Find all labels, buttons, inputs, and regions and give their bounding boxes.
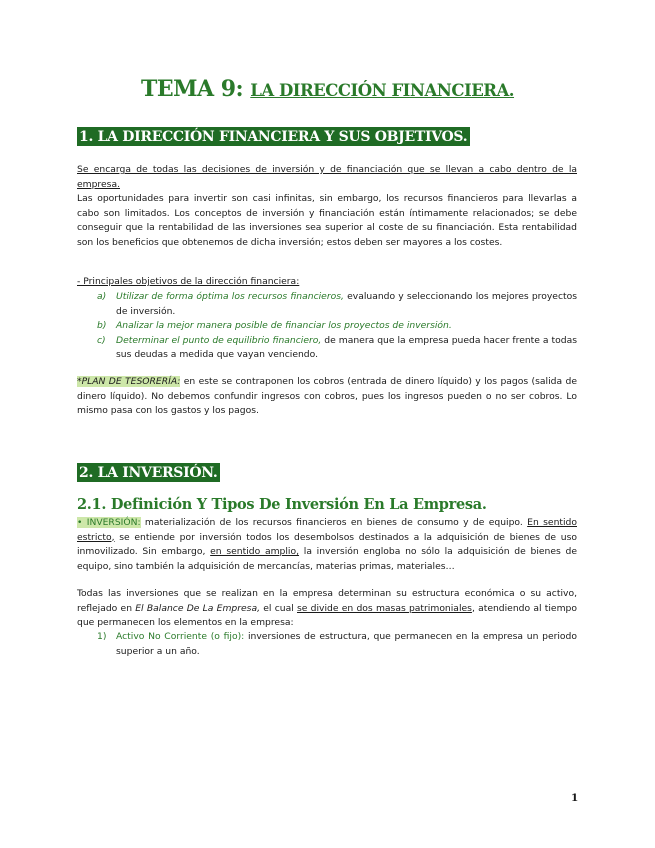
page-title — [0, 76, 655, 102]
objectives-list — [77, 290, 577, 363]
list-item — [77, 319, 577, 334]
objectives-label-text: - Principales objetivos de la dirección financiera: — [77, 276, 300, 287]
inv-text-1: materialización de los recursos financieros en bienes de consumo y de equipo. — [140, 517, 528, 528]
title-subtitle: LA DIRECCIÓN FINANCIERA. — [250, 81, 515, 100]
list-text: de manera que la empresa pueda hacer frente a todas sus deudas a medida que vayan venciendo. — [116, 334, 577, 360]
assets-underlined: se divide en dos masas patrimoniales — [297, 602, 472, 614]
list-marker: 1) — [97, 631, 107, 642]
assets-list — [77, 630, 577, 659]
assets-text-2: el cual — [260, 602, 297, 614]
intro-body: Las oportunidades para invertir son casi infinitas, sin embargo, los recursos financieros para llevarlas a cabo son limitados. Los conceptos de inversión y financiación están íntimamente relacionados; se debe conseguir que la rentabilidad de las inversiones sea superior al coste de su financiación. Esta rentabilidad son los beneficios que obtenemos de dicha inversión; estos deben ser mayores a los costes. — [77, 193, 577, 248]
section-2-heading: 2. LA INVERSIÓN. — [77, 463, 220, 482]
list-label: Activo No Corriente (o fijo): — [116, 631, 245, 642]
assets-text-1: Todas las inversiones que se realizan en la empresa determinan su estructura económica o su activo, reflejado en — [77, 588, 577, 614]
list-marker: b) — [97, 320, 107, 331]
list-marker: c) — [97, 334, 106, 346]
list-emphasis: Analizar la mejor manera posible de financiar los proyectos de inversión. — [116, 320, 452, 331]
assets-paragraph — [77, 587, 577, 631]
list-item — [77, 290, 577, 319]
intro-underlined: Se encarga de todas las decisiones de inversión y de financiación que se llevan a cabo dentro de la empresa. — [77, 164, 577, 190]
objectives-label — [77, 275, 577, 290]
inversion-definition — [77, 516, 577, 574]
list-emphasis: Determinar el punto de equilibrio financiero, — [116, 334, 322, 346]
subsection-heading: 2.1. Definición Y Tipos De Inversión En La Empresa. — [77, 496, 487, 513]
list-emphasis: Utilizar de forma óptima los recursos financieros, — [116, 291, 344, 302]
inv-text-3: la inversión engloba no sólo la adquisición de bienes de equipo, sino también la adquisición de mercancías, materias primas, materiales… — [77, 546, 578, 572]
assets-text-3: , atendiendo al tiempo que permanecen los elementos en la empresa: — [77, 602, 577, 628]
plan-body: en este se contraponen los cobros (entrada de dinero líquido) y los pagos (salida de dinero líquido). No debemos confundir ingresos con cobros, pues los ingresos pueden o no ser cobros. Lo mismo pasa con los gastos y los pagos. — [77, 376, 577, 416]
inv-strict: En sentido estricto, — [77, 517, 577, 543]
section-1-intro — [77, 163, 577, 250]
plan-de-tesoreria — [77, 375, 577, 419]
inv-broad: en sentido amplio, — [210, 546, 300, 557]
inversion-label: • INVERSIÓN: — [77, 517, 141, 528]
list-item — [77, 630, 577, 659]
section-1-heading: 1. LA DIRECCIÓN FINANCIERA Y SUS OBJETIVOS. — [77, 127, 470, 146]
title-prefix: TEMA 9: — [140, 76, 244, 102]
list-item — [77, 334, 577, 363]
page-number: 1 — [571, 792, 579, 804]
list-text: inversiones de estructura, que permanecen en la empresa un periodo superior a un año. — [116, 631, 578, 657]
plan-label: *PLAN DE TESORERÍA: — [77, 376, 181, 387]
list-marker: a) — [97, 291, 107, 302]
inv-text-2: se entiende por inversión todos los desembolsos destinados a la adquisición de bienes de uso inmovilizado. Sin embargo, — [77, 531, 577, 557]
assets-italic: El Balance De La Empresa, — [135, 602, 261, 614]
list-text: evaluando y seleccionando los mejores proyectos de inversión. — [116, 291, 578, 317]
